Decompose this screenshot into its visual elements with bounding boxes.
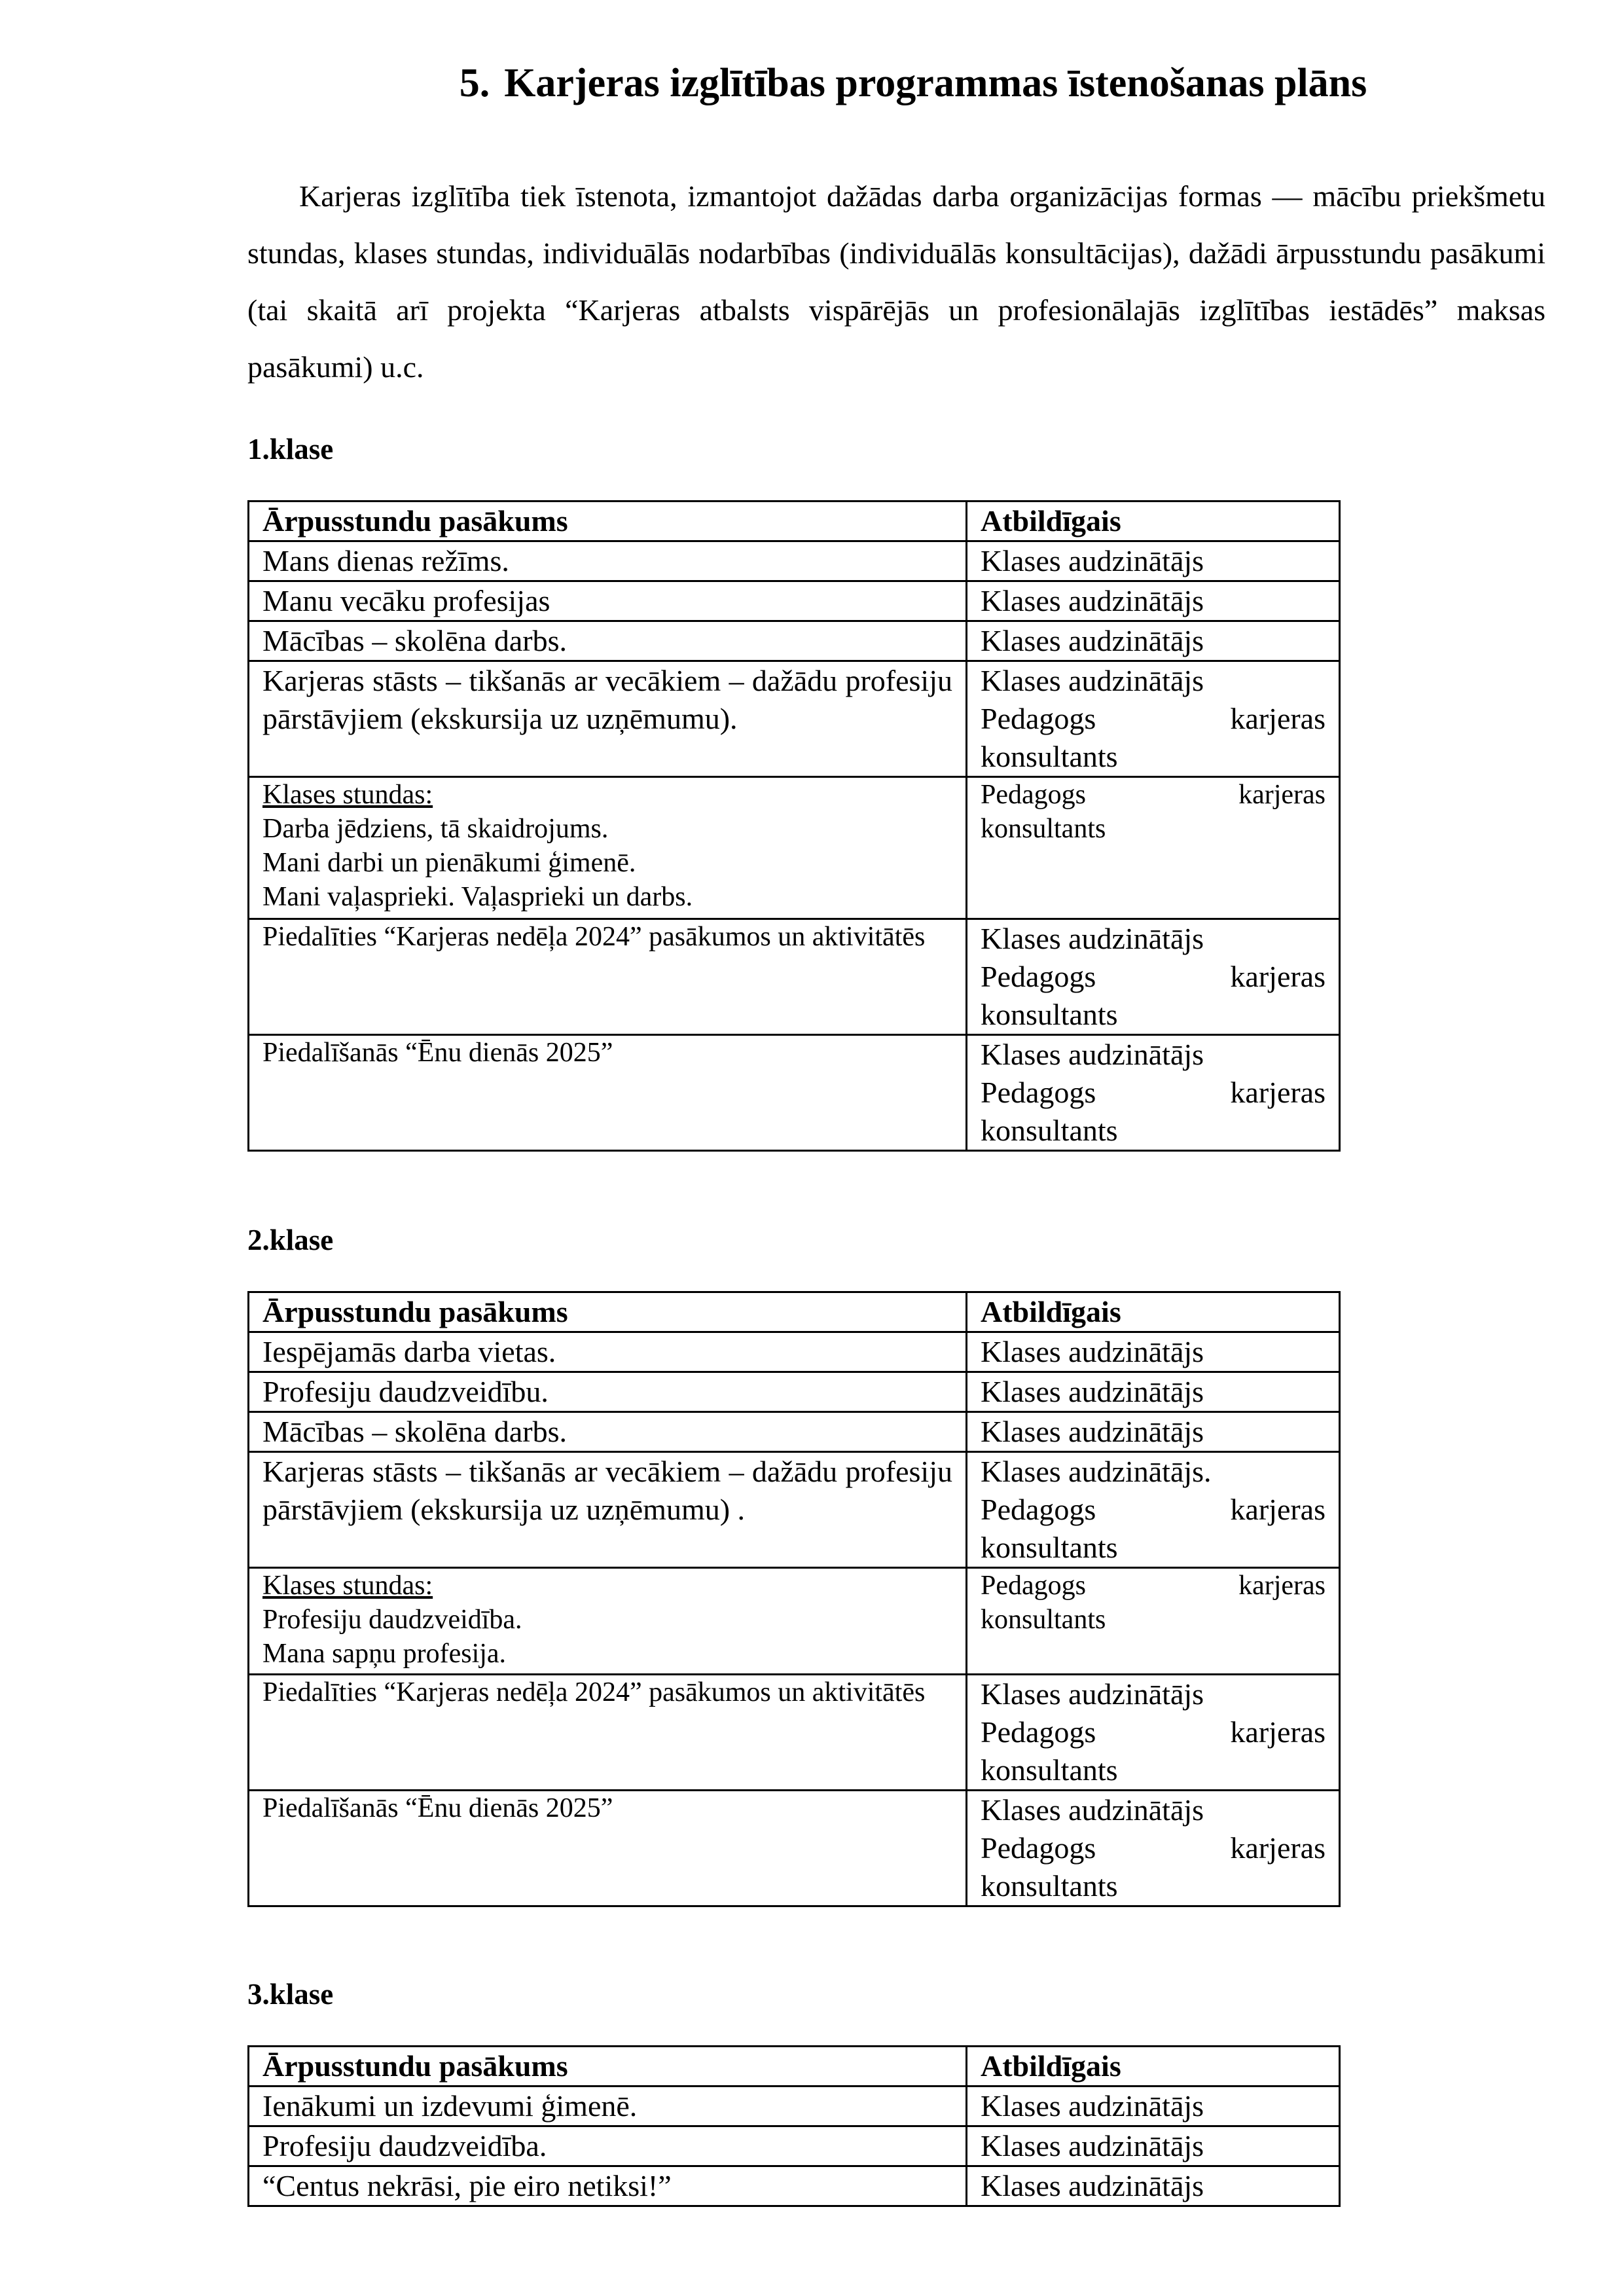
lesson-line: Mana sapņu profesija.: [262, 1639, 507, 1669]
responsible-cell: [967, 661, 1340, 777]
event-cell: [249, 1568, 967, 1675]
table-header-row: [249, 2047, 1340, 2086]
table-row: [249, 581, 1340, 621]
header-responsible: Atbildīgais: [967, 1292, 1340, 1332]
responsible-cell: Klases audzinātājs: [967, 2126, 1340, 2166]
lesson-line: Darba jēdziens, tā skaidrojums.: [262, 814, 609, 844]
event-cell: Mācības – skolēna darbs.: [249, 621, 967, 661]
responsible-line: Pedagogs karjeras: [981, 1831, 1326, 1865]
table-row: [249, 919, 1340, 1035]
table-row: [249, 1675, 1340, 1791]
responsible-cell: Klases audzinātājs: [967, 1412, 1340, 1452]
table-row: [249, 777, 1340, 919]
table-row: [249, 621, 1340, 661]
responsible-cell: [967, 1452, 1340, 1568]
responsible-line: Pedagogs karjeras: [981, 780, 1326, 810]
responsible-line: Klases audzinātājs: [981, 1793, 1204, 1827]
event-cell: Karjeras stāsts – tikšanās ar vecākiem – dažādu profesiju pārstāvjiem (ekskursija uz uzņēmumu).: [249, 661, 967, 777]
responsible-cell: [967, 1675, 1340, 1791]
event-cell: Piedalīties “Karjeras nedēļa 2024” pasākumos un aktivitātēs: [249, 1675, 967, 1791]
responsible-cell: [967, 1568, 1340, 1675]
responsible-line: Pedagogs karjeras: [981, 1715, 1326, 1749]
event-cell: Piedalīšanās “Ēnu dienās 2025”: [249, 1791, 967, 1906]
table-row: [249, 1412, 1340, 1452]
table-row: [249, 661, 1340, 777]
responsible-line: konsultants: [981, 1753, 1118, 1787]
responsible-line: konsultants: [981, 1531, 1118, 1564]
responsible-line: konsultants: [981, 814, 1106, 844]
responsible-line: Klases audzinātājs: [981, 1677, 1204, 1711]
event-cell: Karjeras stāsts – tikšanās ar vecākiem – dažādu profesiju pārstāvjiem (ekskursija uz uzņēmumu) .: [249, 1452, 967, 1568]
header-event: Ārpusstundu pasākums: [249, 2047, 967, 2086]
responsible-cell: Klases audzinātājs: [967, 2086, 1340, 2126]
responsible-line: Pedagogs karjeras: [981, 702, 1326, 735]
responsible-cell: [967, 919, 1340, 1035]
responsible-cell: Klases audzinātājs: [967, 581, 1340, 621]
section-title: Karjeras izglītības programmas īstenošanas plāns: [504, 61, 1367, 105]
class-1-table: [247, 500, 1341, 1152]
responsible-line: Pedagogs karjeras: [981, 960, 1326, 993]
class-2-table: [247, 1291, 1341, 1907]
responsible-line: Pedagogs karjeras: [981, 1571, 1326, 1601]
event-cell: Piedalīšanās “Ēnu dienās 2025”: [249, 1035, 967, 1151]
responsible-line: Klases audzinātājs: [981, 664, 1204, 697]
table-row: [249, 1452, 1340, 1568]
lesson-line: Profesiju daudzveidība.: [262, 1605, 522, 1635]
event-cell: Profesiju daudzveidību.: [249, 1372, 967, 1412]
responsible-line: Pedagogs karjeras: [981, 1076, 1326, 1109]
responsible-line: konsultants: [981, 740, 1118, 773]
table-header-row: [249, 501, 1340, 541]
responsible-line: Pedagogs karjeras: [981, 1493, 1326, 1526]
event-cell: Piedalīties “Karjeras nedēļa 2024” pasākumos un aktivitātēs: [249, 919, 967, 1035]
table-row: [249, 2166, 1340, 2206]
event-cell: Iespējamās darba vietas.: [249, 1332, 967, 1372]
responsible-line: konsultants: [981, 1869, 1118, 1903]
header-event: Ārpusstundu pasākums: [249, 1292, 967, 1332]
responsible-line: Klases audzinātājs: [981, 1038, 1204, 1071]
responsible-cell: Klases audzinātājs: [967, 621, 1340, 661]
table-row: [249, 1035, 1340, 1151]
table-row: [249, 1372, 1340, 1412]
class-3-heading: 3.klase: [247, 1978, 334, 2011]
event-cell: Mācības – skolēna darbs.: [249, 1412, 967, 1452]
responsible-line: konsultants: [981, 998, 1118, 1031]
class-lessons-label: Klases stundas:: [262, 1571, 433, 1601]
table-row: [249, 2126, 1340, 2166]
event-cell: Mans dienas režīms.: [249, 541, 967, 581]
class-lessons-label: Klases stundas:: [262, 780, 433, 810]
table-row: [249, 2086, 1340, 2126]
lesson-line: Mani darbi un pienākumi ģimenē.: [262, 848, 636, 878]
event-cell: “Centus nekrāsi, pie eiro netiksi!”: [249, 2166, 967, 2206]
responsible-line: Klases audzinātājs.: [981, 1455, 1212, 1488]
header-responsible: Atbildīgais: [967, 2047, 1340, 2086]
intro-paragraph: Karjeras izglītība tiek īstenota, izmantojot dažādas darba organizācijas formas — mācību priekšmetu stundas, klases stundas, individuālās nodarbības (individuālās konsultācijas), dažādi ārpusstundu pasākumi (tai skaitā arī projekta “Karjeras atbalsts vispārējās un profesionālajās izglītības iestādēs” maksas pasākumi) u.c.: [247, 179, 1545, 384]
responsible-line: Klases audzinātājs: [981, 922, 1204, 955]
lesson-line: Mani vaļasprieki. Vaļasprieki un darbs.: [262, 882, 693, 912]
responsible-cell: Klases audzinātājs: [967, 541, 1340, 581]
event-cell: Ienākumi un izdevumi ģimenē.: [249, 2086, 967, 2126]
table-row: [249, 1568, 1340, 1675]
table-row: [249, 541, 1340, 581]
responsible-cell: [967, 1791, 1340, 1906]
responsible-cell: [967, 777, 1340, 919]
header-event: Ārpusstundu pasākums: [249, 501, 967, 541]
responsible-line: konsultants: [981, 1605, 1106, 1635]
class-2-heading: 2.klase: [247, 1224, 334, 1256]
responsible-cell: Klases audzinātājs: [967, 2166, 1340, 2206]
event-cell: [249, 777, 967, 919]
table-row: [249, 1332, 1340, 1372]
responsible-cell: Klases audzinātājs: [967, 1332, 1340, 1372]
class-3-table: [247, 2045, 1341, 2207]
section-number: 5.: [459, 61, 490, 105]
header-responsible: Atbildīgais: [967, 501, 1340, 541]
event-cell: Profesiju daudzveidība.: [249, 2126, 967, 2166]
class-1-heading: 1.klase: [247, 433, 334, 465]
table-header-row: [249, 1292, 1340, 1332]
responsible-cell: Klases audzinātājs: [967, 1372, 1340, 1412]
responsible-line: konsultants: [981, 1114, 1118, 1147]
event-cell: Manu vecāku profesijas: [249, 581, 967, 621]
section-heading: [247, 54, 1579, 113]
table-row: [249, 1791, 1340, 1906]
responsible-cell: [967, 1035, 1340, 1151]
